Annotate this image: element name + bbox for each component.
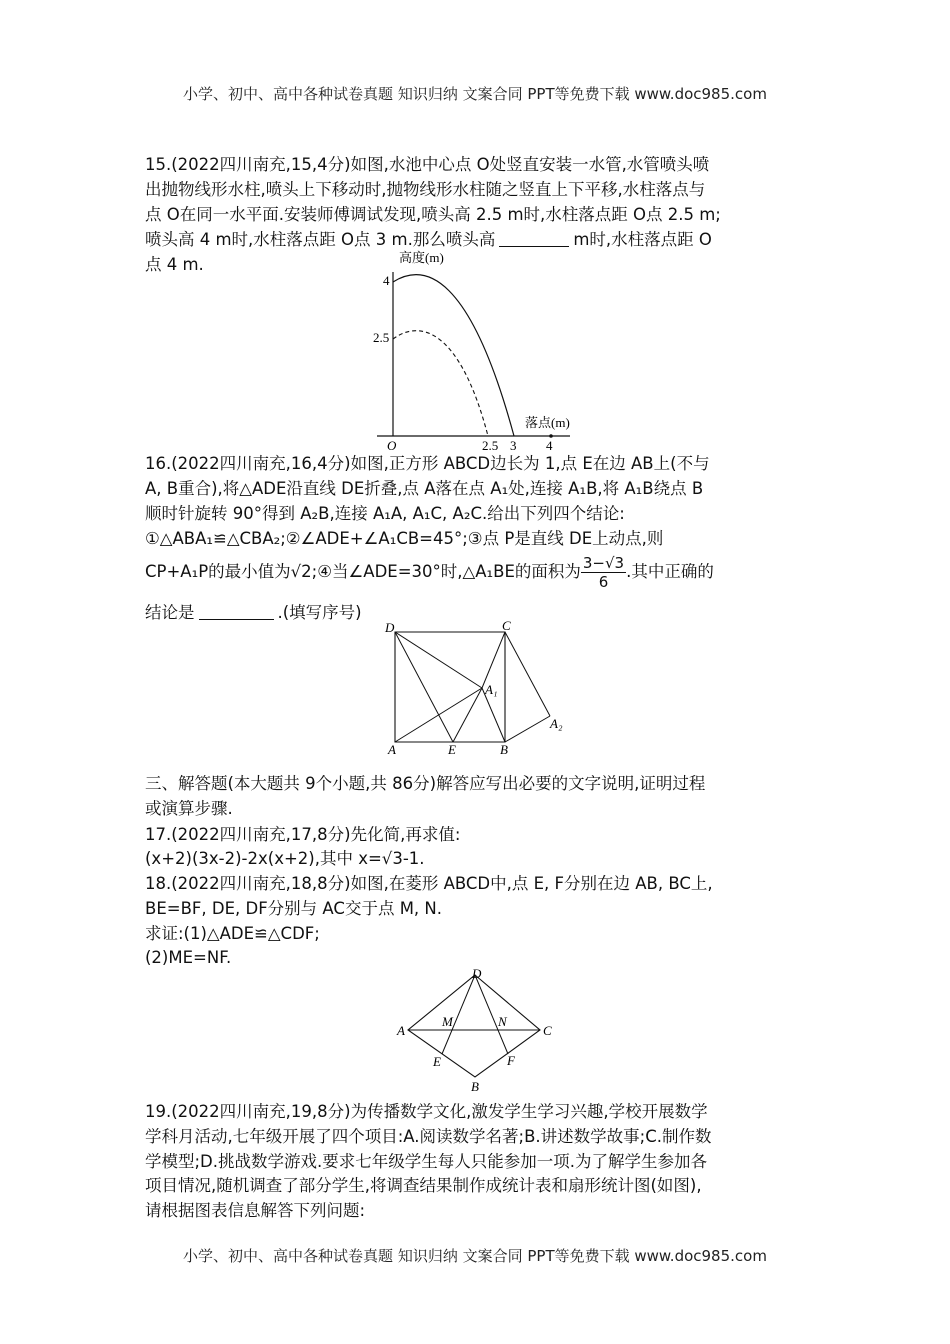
segment-DE — [395, 632, 453, 742]
q16-fraction-numerator: 3−√3 — [582, 554, 625, 572]
section3-line2: 或演算步骤. — [145, 799, 233, 818]
q15-line5: 点 4 m. — [145, 255, 204, 274]
q16-line1: 16.(2022四川南充,16,4分)如图,正方形 ABCD边长为 1,点 E在边 AB上(不与 — [145, 454, 710, 473]
segment-DA1 — [395, 632, 482, 688]
y-axis-label: 高度(m) — [399, 250, 444, 265]
segment-AA1 — [395, 688, 482, 742]
q19-line2: 学科月活动,七年级开展了四个项目:A.阅读数学名著;B.讲述数学故事;C.制作数 — [145, 1127, 712, 1146]
x-tick-2.5: 2.5 — [482, 438, 499, 453]
section3-line1: 三、解答题(本大题共 9个小题,共 86分)解答应写出必要的文字说明,证明过程 — [145, 774, 706, 793]
q19-line5: 请根据图表信息解答下列问题: — [145, 1201, 366, 1220]
q16-line5-end: .其中正确的 — [626, 562, 714, 581]
q16-fraction-denominator: 6 — [598, 573, 609, 591]
parabola-solid — [393, 275, 514, 436]
label-F: F — [507, 1053, 515, 1068]
label-E: E — [433, 1054, 441, 1069]
label-C: C — [502, 618, 511, 633]
x-tick-O: O — [387, 438, 397, 453]
q15-line1: 15.(2022四川南充,15,4分)如图,水池中心点 O处竖直安装一水管,水管喷头喷 — [145, 155, 710, 174]
segment-EA1 — [453, 688, 482, 742]
label-A: A — [388, 742, 396, 757]
q16-square-figure — [380, 618, 580, 758]
q16-line4: ①△ABA₁≌△CBA₂;②∠ADE+∠A₁CB=45°;③点 P是直线 DE上动点,则 — [145, 529, 664, 548]
q18-line4: (2)ME=NF. — [145, 948, 232, 967]
page-footer: 小学、初中、高中各种试卷真题 知识归纳 文案合同 PPT等免费下载 www.doc985.com — [183, 1247, 767, 1265]
parabola-dashed — [393, 331, 488, 436]
label-C: C — [543, 1023, 552, 1038]
label-B: B — [500, 742, 508, 757]
label-A2: A₂ — [550, 716, 563, 731]
label-A: A — [397, 1023, 405, 1038]
label-M: M — [442, 1014, 453, 1029]
segment-BA2 — [505, 716, 550, 742]
label-B: B — [471, 1079, 479, 1094]
x-tick-4: 4 — [546, 438, 553, 453]
q16-line2: A, B重合),将△ADE沿直线 DE折叠,点 A落在点 A₁处,连接 A₁B,将 A₁B绕点 B — [145, 479, 704, 498]
q19-line3: 学模型;D.挑战数学游戏.要求七年级学生每人只能参加一项.为了解学生参加各 — [145, 1152, 707, 1171]
q16-line5 — [145, 554, 810, 591]
q18-rhombus-figure — [390, 965, 560, 1095]
label-D: D — [472, 966, 482, 981]
y-tick-4: 4 — [383, 273, 390, 288]
q16-line3: 顺时针旋转 90°得到 A₂B,连接 A₁A, A₁C, A₂C.给出下列四个结论: — [145, 504, 625, 523]
x-tick-3: 3 — [510, 438, 517, 453]
page-header: 小学、初中、高中各种试卷真题 知识归纳 文案合同 PPT等免费下载 www.doc985.com — [183, 85, 767, 103]
x-axis-label: 落点(m) — [525, 415, 570, 430]
label-A1: A₁ — [485, 682, 498, 697]
q17-line1: 17.(2022四川南充,17,8分)先化简,再求值: — [145, 825, 461, 844]
q15-line2: 出抛物线形水柱,喷头上下移动时,抛物线形水柱随之竖直上下平移,水柱落点与 — [145, 180, 706, 199]
q16-line6-text: 结论是 — [145, 603, 195, 622]
rhombus-ABCD — [408, 975, 540, 1077]
q15-parabola-figure — [365, 244, 595, 454]
y-tick-2.5: 2.5 — [373, 330, 390, 345]
segment-CA1 — [482, 632, 505, 688]
q15-line3: 点 O在同一水平面.安装师傅调试发现,喷头高 2.5 m时,水柱落点距 O点 2.5 m; — [145, 205, 721, 224]
label-D: D — [385, 620, 395, 635]
label-E: E — [448, 742, 456, 757]
point-4 — [549, 434, 553, 438]
q16-answer-blank[interactable] — [199, 603, 274, 620]
q19-line1: 19.(2022四川南充,19,8分)为传播数学文化,激发学生学习兴趣,学校开展数学 — [145, 1102, 708, 1121]
segment-CA2 — [505, 632, 550, 716]
label-N: N — [498, 1014, 507, 1029]
q18-line1: 18.(2022四川南充,18,8分)如图,在菱形 ABCD中,点 E, F分别在边 AB, BC上, — [145, 874, 713, 893]
q19-line4: 项目情况,随机调查了部分学生,将调查结果制作成统计表和扇形统计图(如图), — [145, 1176, 702, 1195]
q18-line3: 求证:(1)△ADE≌△CDF; — [145, 924, 320, 943]
q15-line4-after-blank: m时,水柱落点距 O — [573, 230, 712, 249]
q17-line2: (x+2)(3x-2)-2x(x+2),其中 x=√3-1. — [145, 849, 425, 868]
q18-line2: BE=BF, DE, DF分别与 AC交于点 M, N. — [145, 899, 443, 918]
q16-line6-end: .(填写序号) — [277, 603, 362, 622]
q15-line4-before-blank: 喷头高 4 m时,水柱落点距 O点 3 m.那么喷头高 — [145, 230, 496, 249]
q16-fraction — [581, 554, 626, 591]
q16-line5-text: CP+A₁P的最小值为√2;④当∠ADE=30°时,△A₁BE的面积为 — [145, 562, 581, 581]
